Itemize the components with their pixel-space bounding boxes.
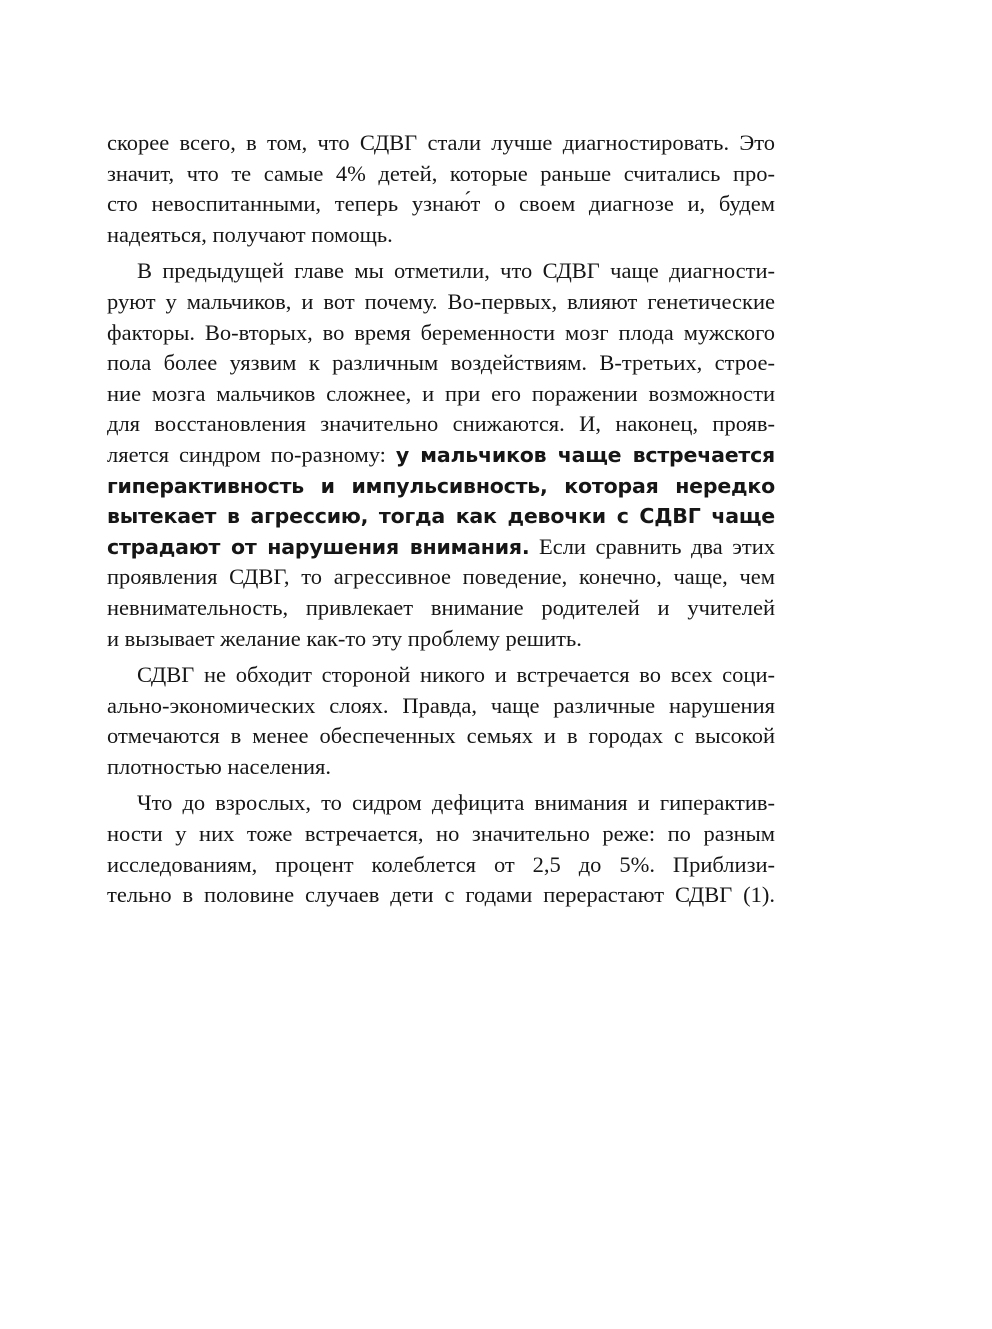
text-line: тельно в половине случаев дети с годами перерастают СДВГ (1).: [107, 882, 775, 908]
text-line: плотностью населения.: [107, 753, 331, 779]
emphasis-line: гиперактивность и импульсивность, которая нередко: [107, 473, 775, 498]
text-line: для восстановления значительно снижаются. И, наконец, прояв-: [107, 411, 775, 437]
text-line: В предыдущей главе мы отметили, что СДВГ чаще диагности-: [137, 258, 775, 284]
text-line: [107, 440, 775, 471]
text-run: Если сравнить два этих: [529, 533, 775, 559]
paragraph-2: [107, 256, 775, 654]
paragraph-4: [107, 788, 775, 910]
text-line: ности у них тоже встречается, но значительно реже: по разным: [107, 821, 775, 847]
paragraph-1: [107, 128, 775, 250]
page-text: [107, 128, 775, 911]
text-line: исследованиям, процент колеблется от 2,5 до 5%. Приблизи-: [107, 851, 775, 877]
emphasis-text: страдают от нарушения внимания.: [107, 534, 530, 559]
text-line: ально-экономических слоях. Правда, чаще различные нарушения: [107, 692, 775, 718]
text-line: надеяться, получают помощь.: [107, 221, 393, 247]
text-run: ляется синдром по-разному:: [107, 441, 396, 467]
emphasis-text: у мальчиков чаще встречается: [395, 442, 776, 467]
text-line: пола более уязвим к различным воздействиям. В-третьих, строе-: [107, 350, 775, 376]
text-line: и вызывает желание как-то эту проблему решить.: [107, 625, 582, 651]
text-line: Что до взрослых, то сидром дефицита внимания и гиперактив-: [137, 790, 775, 816]
text-line: отмечаются в менее обеспеченных семьях и в городах с высокой: [107, 723, 775, 749]
text-line: факторы. Во-вторых, во время беременности мозг плода мужского: [107, 319, 775, 345]
paragraph-3: [107, 660, 775, 782]
text-line: скорее всего, в том, что СДВГ стали лучше диагностировать. Это: [107, 130, 775, 155]
text-line: ние мозга мальчиков сложнее, и при его поражении возможности: [107, 380, 775, 406]
text-line: значит, что те самые 4% детей, которые раньше считались про-: [107, 160, 775, 186]
text-line: руют у мальчиков, и вот почему. Во-первых, влияют генетические: [107, 288, 775, 314]
text-line: сто невоспитанными, теперь узнаю́т о своем диагнозе и, будем: [107, 191, 775, 217]
text-line: невнимательность, привлекает внимание родителей и учителей: [107, 594, 775, 620]
text-line: [107, 532, 775, 563]
text-line: СДВГ не обходит стороной никого и встречается во всех соци-: [137, 662, 775, 688]
emphasis-line: вытекает в агрессию, тогда как девочки с СДВГ чаще: [107, 504, 775, 529]
text-line: проявления СДВГ, то агрессивное поведение, конечно, чаще, чем: [107, 564, 775, 590]
